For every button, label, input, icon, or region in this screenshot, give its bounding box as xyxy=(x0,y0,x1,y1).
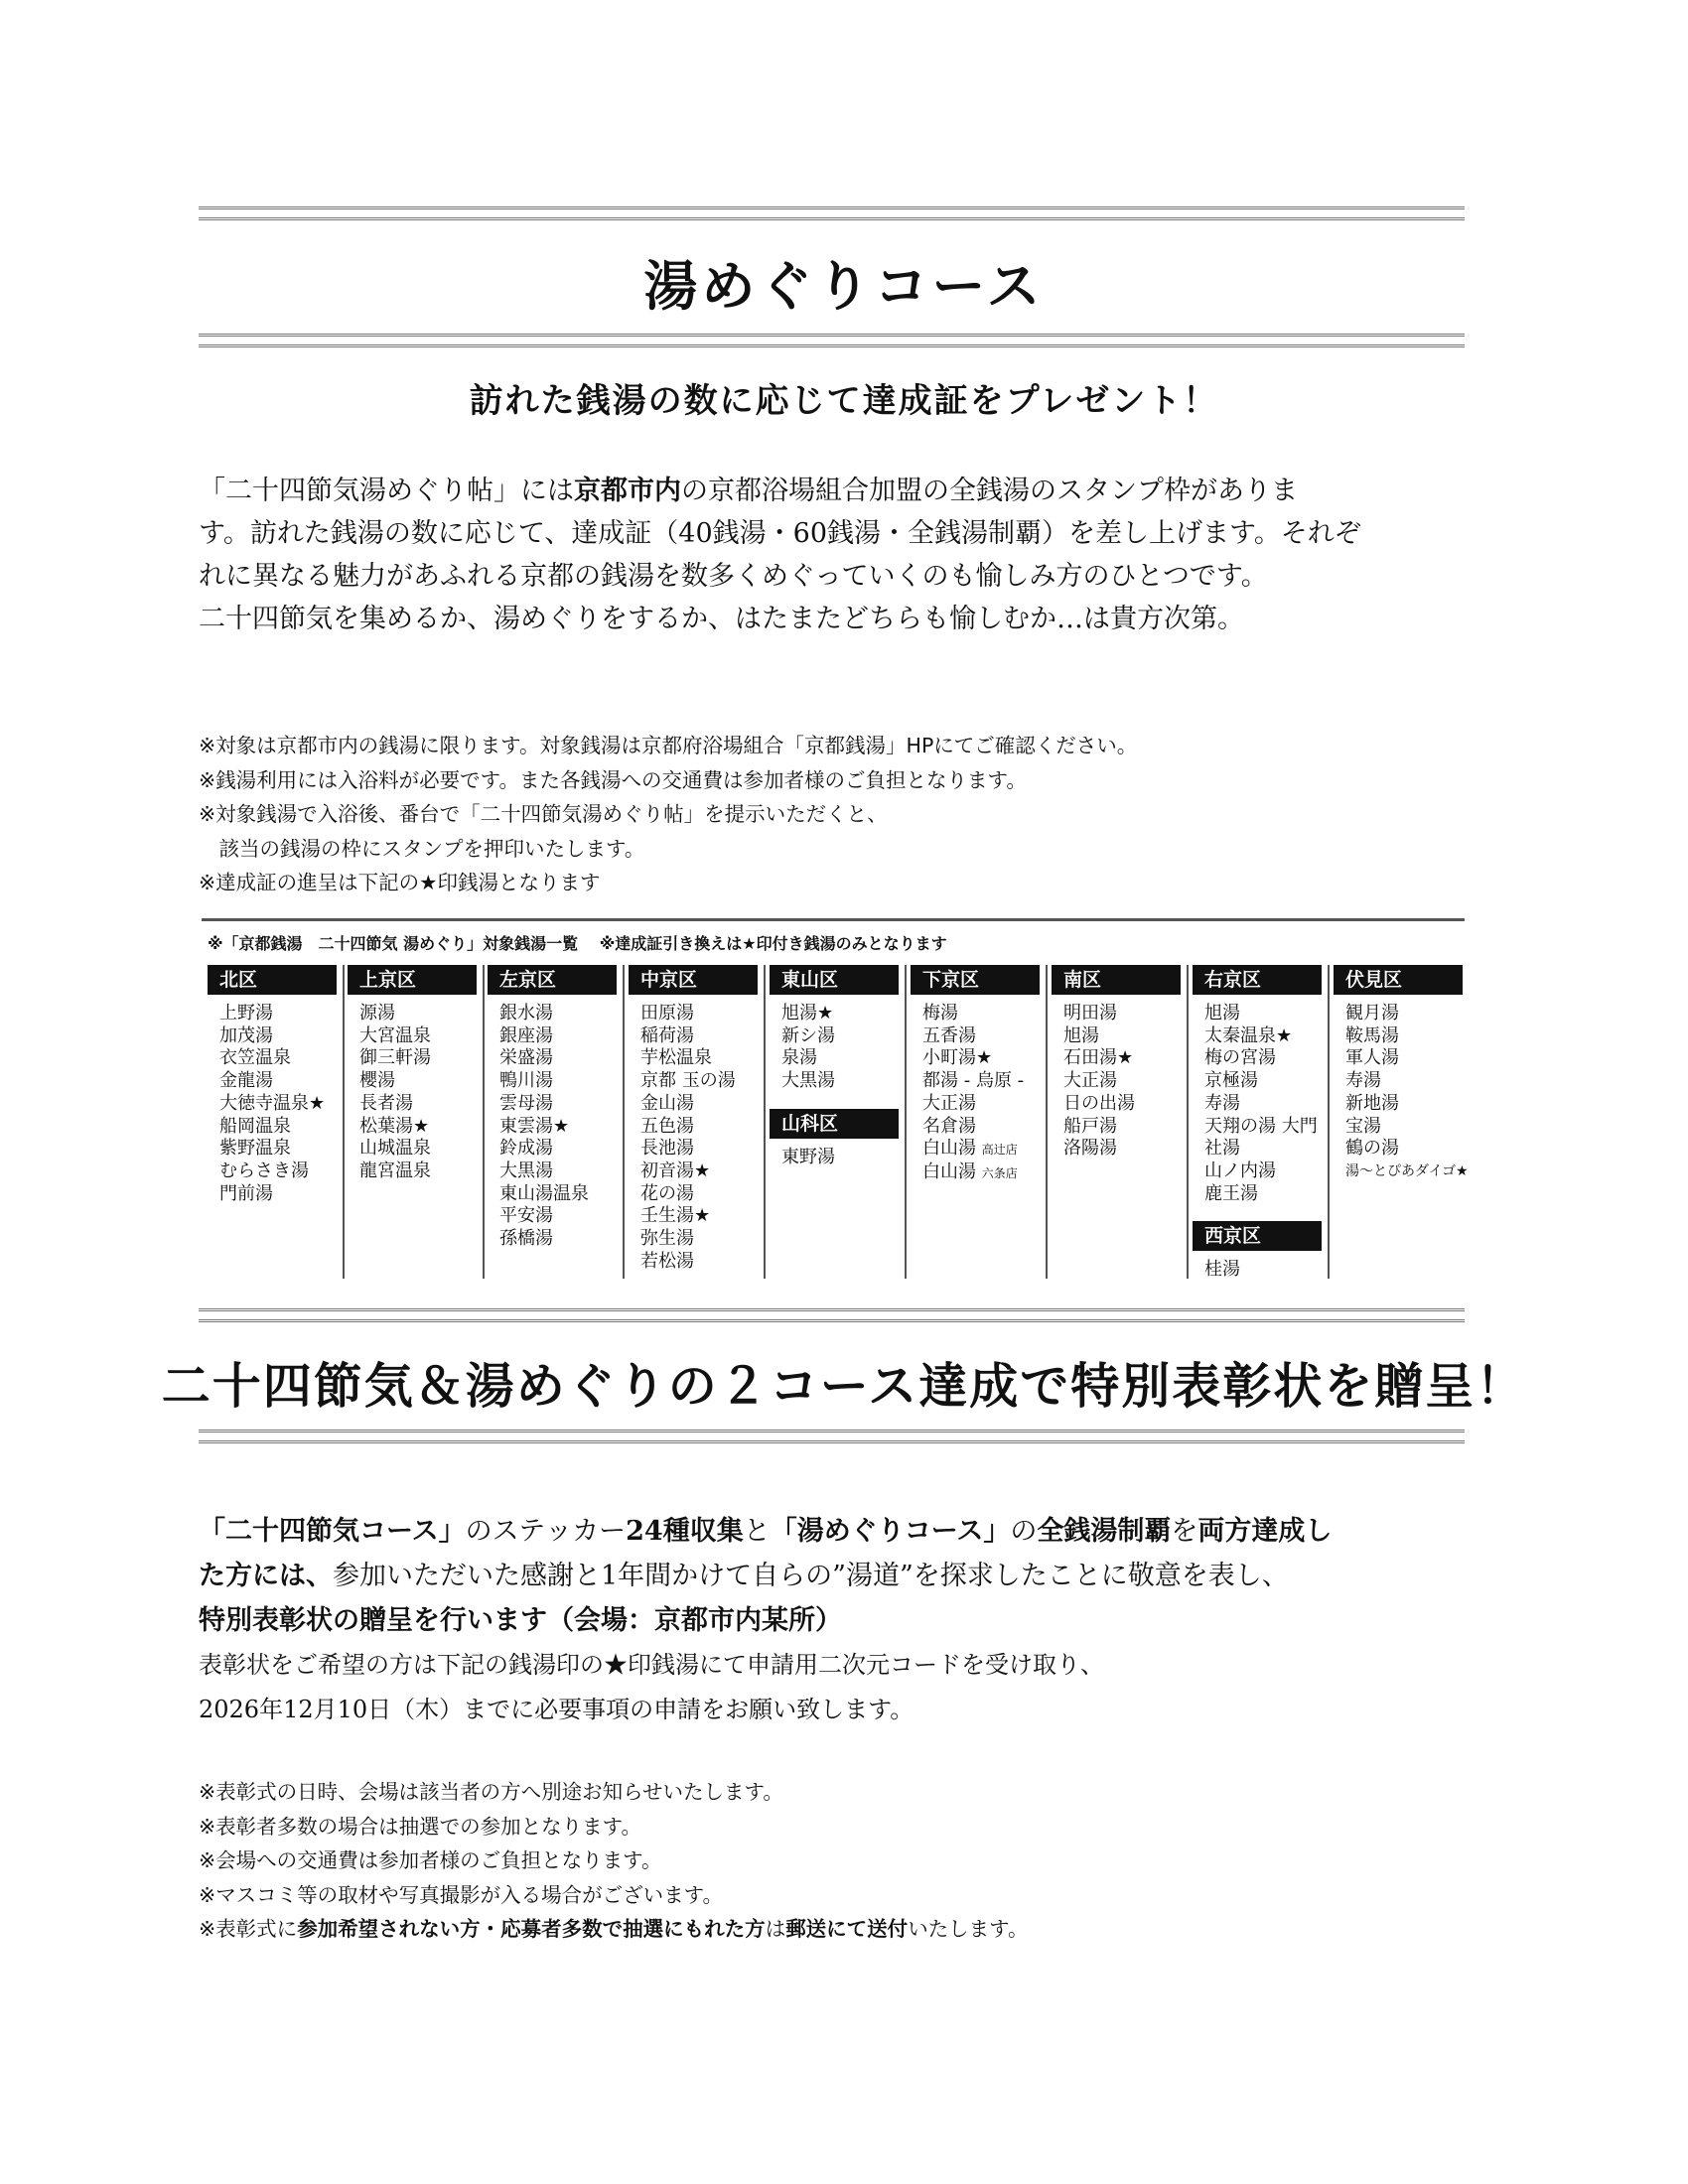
bath-item: 衣笠温泉 xyxy=(219,1047,291,1069)
district-label: 左京区 xyxy=(488,965,617,995)
bath-item: 栄盛湯 xyxy=(499,1047,553,1069)
bath-item: 上野湯 xyxy=(219,1003,273,1024)
district-label: 山科区 xyxy=(770,1109,899,1139)
bath-item: 田原湯 xyxy=(640,1003,694,1024)
bath-item: 銀水湯 xyxy=(499,1003,553,1024)
bath-item: 小町湯★ xyxy=(922,1047,993,1069)
mid-divider-1 xyxy=(199,1308,1465,1322)
note-line: ※対象銭湯で入浴後、番台で「二十四節気湯めぐり帖」を提示いただくと、 xyxy=(199,802,888,826)
bath-item: 京都 玉の湯 xyxy=(640,1070,736,1092)
bath-item: むらさき湯 xyxy=(219,1160,309,1181)
bath-item: 御三軒湯 xyxy=(359,1047,431,1069)
bath-item: 東山湯温泉 xyxy=(499,1182,589,1204)
bath-item: 銀座湯 xyxy=(499,1024,553,1046)
bath-item: 船岡温泉 xyxy=(219,1115,291,1137)
intro-line-2: す。訪れた銭湯の数に応じて、達成証（40銭湯・60銭湯・全銭湯制覇）を差し上げます。それぞ xyxy=(199,518,1361,549)
district-column xyxy=(911,965,1048,1279)
bath-list xyxy=(922,1003,1046,1185)
bath-item: 新地湯 xyxy=(1345,1092,1399,1114)
bath-item: 桂湯 xyxy=(1204,1259,1240,1281)
bath-item: 紫野温泉 xyxy=(219,1138,291,1160)
note-line: 該当の銭湯の枠にスタンプを押印いたします。 xyxy=(199,836,645,861)
bath-item: 鈴成湯 xyxy=(499,1138,553,1160)
bath-item: 加茂湯 xyxy=(219,1024,273,1046)
bath-item: 五香湯 xyxy=(922,1024,976,1046)
bath-list xyxy=(1345,1003,1469,1183)
mid-divider-2 xyxy=(199,1430,1465,1443)
bath-item: 石田湯★ xyxy=(1063,1047,1134,1069)
bath-item: 平安湯 xyxy=(499,1205,553,1227)
bath-item: 梅湯 xyxy=(922,1003,958,1024)
bath-item: 新シ湯 xyxy=(781,1024,835,1046)
district-columns xyxy=(202,965,1469,1281)
bath-list xyxy=(781,1147,905,1169)
bath-item: 梅の宮湯 xyxy=(1204,1047,1276,1069)
bath-item: 天翔の湯 大門 xyxy=(1204,1115,1318,1137)
bath-item: 旭湯 xyxy=(1204,1003,1240,1024)
district-label: 下京区 xyxy=(911,965,1040,995)
award-line-2: た方には、参加いただいた感謝と1年間かけて自らの”湯道”を探求したことに敬意を表し、 xyxy=(199,1561,1289,1591)
intro-paragraph xyxy=(199,470,1479,640)
bath-item: 山城温泉 xyxy=(359,1138,431,1160)
note-line: ※表彰式の日時、会場は該当者の方へ別途お知らせいたします。 xyxy=(199,1780,783,1804)
bath-item: 宝湯 xyxy=(1345,1115,1381,1137)
bath-list xyxy=(781,1003,905,1093)
bath-item: 花の湯 xyxy=(640,1182,694,1204)
bath-item: 源湯 xyxy=(359,1003,395,1024)
district-column xyxy=(1193,965,1330,1279)
bath-item: 大黒湯 xyxy=(781,1070,835,1092)
bath-list xyxy=(1204,1003,1328,1205)
bath-item: 若松湯 xyxy=(640,1250,694,1272)
bath-item: 金山湯 xyxy=(640,1092,694,1114)
bath-item: 日の出湯 xyxy=(1063,1092,1135,1114)
bath-item: 旭湯★ xyxy=(781,1003,834,1024)
bath-item: 長池湯 xyxy=(640,1138,694,1160)
note-line: ※会場への交通費は参加者様のご負担となります。 xyxy=(199,1848,662,1872)
bath-item: 金龍湯 xyxy=(219,1070,273,1092)
page-title: 湯めぐりコース xyxy=(643,254,1045,318)
bath-list xyxy=(219,1003,343,1205)
bath-item: 船戸湯 xyxy=(1063,1115,1117,1137)
notes-block-1 xyxy=(199,729,1479,900)
award-line-5: 2026年12月10日（木）までに必要事項の申請をお願い致します。 xyxy=(199,1696,914,1723)
bath-item: 東野湯 xyxy=(781,1146,835,1167)
bath-item: 芋松温泉 xyxy=(640,1047,712,1069)
bath-item: 門前湯 xyxy=(219,1182,273,1204)
bath-item: 孫橋湯 xyxy=(499,1228,553,1250)
bath-item: 名倉湯 xyxy=(922,1115,976,1137)
bath-item: 軍人湯 xyxy=(1345,1047,1399,1069)
award-paragraph xyxy=(199,1509,1479,1732)
bath-item: 社湯 xyxy=(1204,1138,1240,1160)
bath-item: 鞍馬湯 xyxy=(1345,1024,1399,1046)
bath-item: 太秦温泉★ xyxy=(1204,1024,1293,1046)
bath-list xyxy=(640,1003,764,1273)
bath-item: 旭湯 xyxy=(1063,1024,1099,1046)
bath-item: 大黒湯 xyxy=(499,1160,553,1181)
bath-item: 大正湯 xyxy=(1063,1070,1117,1092)
section-subtitle: 訪れた銭湯の数に応じて達成証をプレゼント！ xyxy=(469,381,1219,421)
district-column xyxy=(770,965,907,1279)
district-label: 東山区 xyxy=(770,965,899,995)
district-label: 上京区 xyxy=(348,965,477,995)
table-header: ※「京都銭湯 二十四節気 湯めぐり」対象銭湯一覧 ※達成証引き換えは★印付き銭湯のみとなります xyxy=(208,934,947,953)
district-label: 伏見区 xyxy=(1334,965,1463,995)
district-label: 右京区 xyxy=(1193,965,1322,995)
bath-item: 泉湯 xyxy=(781,1047,817,1069)
note-line: ※達成証の進呈は下記の★印銭湯となります xyxy=(199,871,601,894)
bath-item: 五色湯 xyxy=(640,1115,694,1137)
award-line-1: 「二十四節気コース」のステッカー24種収集と「湯めぐりコース」の全銭湯制覇を両方達成し xyxy=(199,1516,1333,1547)
intro-line-4: 二十四節気を集めるか、湯めぐりをするか、はたまたどちらも愉しむか…は貴方次第。 xyxy=(199,604,1244,634)
bath-item: 大宮温泉 xyxy=(359,1024,431,1046)
district-label: 南区 xyxy=(1052,965,1181,995)
bath-list xyxy=(499,1003,623,1251)
district-column xyxy=(1334,965,1469,1279)
bath-item: 大徳寺温泉★ xyxy=(219,1092,326,1114)
bath-item: 白山湯 六条店 xyxy=(922,1160,1018,1182)
intro-line-1: 「二十四節気湯めぐり帖」には京都市内の京都浴場組合加盟の全銭湯のスタンプ枠がありま xyxy=(199,476,1298,506)
bath-item: 明田湯 xyxy=(1063,1003,1117,1024)
bath-item: 大正湯 xyxy=(922,1092,976,1114)
bath-item: 山ノ内湯 xyxy=(1204,1160,1276,1181)
district-column xyxy=(488,965,625,1279)
bath-item: 長者湯 xyxy=(359,1092,413,1114)
intro-line-3: れに異なる魅力があふれる京都の銭湯を数多くめぐっていくのも愉しみ方のひとつです。 xyxy=(199,561,1268,592)
bath-item: 都湯 - 烏原 - xyxy=(922,1070,1025,1092)
district-label: 北区 xyxy=(208,965,337,995)
bath-item: 東雲湯★ xyxy=(499,1115,570,1137)
bath-item: 初音湯★ xyxy=(640,1160,711,1181)
bath-item: 寿湯 xyxy=(1345,1070,1381,1092)
bath-item: 櫻湯 xyxy=(359,1070,395,1092)
bath-item: 洛陽湯 xyxy=(1063,1138,1117,1160)
bath-list-table xyxy=(202,918,1469,1281)
bath-list xyxy=(1204,1259,1328,1282)
branch-label: 高辻店 xyxy=(981,1143,1018,1158)
bath-item: 龍宮温泉 xyxy=(359,1160,431,1181)
bath-item: 寿湯 xyxy=(1204,1092,1240,1114)
bath-item: 弥生湯 xyxy=(640,1228,694,1250)
district-column xyxy=(348,965,485,1279)
notes-block-2 xyxy=(199,1775,1479,1947)
branch-label: 六条店 xyxy=(981,1165,1018,1180)
bath-item: 鴨川湯 xyxy=(499,1070,553,1092)
bath-item: 観月湯 xyxy=(1345,1003,1399,1024)
bath-list xyxy=(359,1003,483,1183)
district-column xyxy=(1052,965,1189,1279)
bath-item: 白山湯 高辻店 xyxy=(922,1138,1018,1160)
award-title: 二十四節気＆湯めぐりの２コース達成で特別表彰状を贈呈！ xyxy=(161,1357,1527,1415)
note-line: ※マスコミ等の取材や写真撮影が入る場合がございます。 xyxy=(199,1882,724,1907)
award-line-3: 特別表彰状の贈呈を行います（会場：京都市内某所） xyxy=(199,1605,842,1636)
bath-item: 稲荷湯 xyxy=(640,1024,694,1046)
top-divider-1 xyxy=(199,206,1465,220)
bath-item: 鹿王湯 xyxy=(1204,1182,1258,1204)
note-line: ※対象は京都市内の銭湯に限ります。対象銭湯は京都府浴場組合「京都銭湯」HPにてご確認ください。 xyxy=(199,734,1138,757)
bath-item: 雲母湯 xyxy=(499,1092,553,1114)
bath-item: 松葉湯★ xyxy=(359,1115,430,1137)
district-column xyxy=(629,965,766,1279)
note-line: ※銭湯利用には入浴料が必要です。また各銭湯への交通費は参加者様のご負担となります。 xyxy=(199,767,1027,792)
district-column xyxy=(208,965,345,1279)
bath-item: 壬生湯★ xyxy=(640,1205,711,1227)
district-label: 西京区 xyxy=(1193,1221,1322,1251)
bath-item: 京極湯 xyxy=(1204,1070,1258,1092)
bath-list xyxy=(1063,1003,1187,1160)
note-line: ※表彰者多数の場合は抽選での参加となります。 xyxy=(199,1814,642,1839)
note-line: ※表彰式に参加希望されない方・応募者多数で抽選にもれた方は郵送にて送付いたします。 xyxy=(199,1917,1029,1941)
bath-item: 湯～とぴあダイゴ★ xyxy=(1345,1162,1469,1179)
award-line-4: 表彰状をご希望の方は下記の銭湯印の★印銭湯にて申請用二次元コードを受け取り、 xyxy=(199,1651,1104,1679)
district-label: 中京区 xyxy=(629,965,758,995)
bath-item: 鶴の湯 xyxy=(1345,1138,1399,1160)
top-divider-2 xyxy=(199,334,1465,347)
